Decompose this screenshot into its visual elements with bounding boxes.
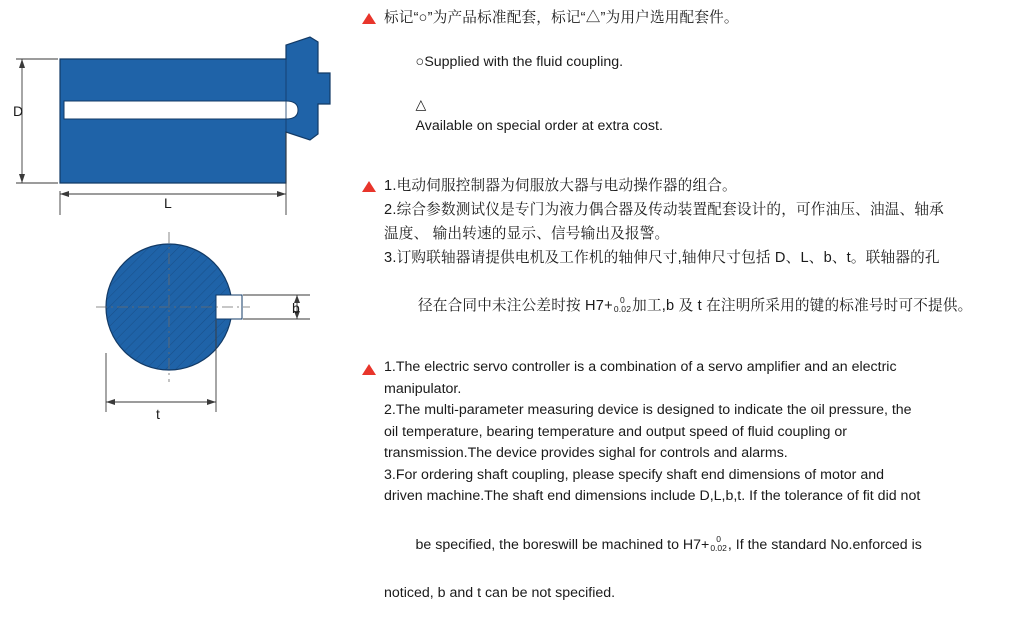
en-line-1: 1.The electric servo controller is a combination of a servo amplifier and an electric xyxy=(384,359,897,375)
triangle-symbol: △ xyxy=(415,96,427,113)
red-triangle-icon xyxy=(362,13,376,24)
cn-line-1: 1.电动伺服控制器为伺服放大器与电动操作器的组合。 xyxy=(384,178,737,194)
label-D: D xyxy=(13,103,24,119)
tolerance-stack xyxy=(614,296,631,314)
en-line-6: 3.For ordering shaft coupling, please specify shaft end dimensions of motor and xyxy=(384,466,884,483)
en-line-5: transmission.The device provides sighal for controls and alarms. xyxy=(384,445,788,461)
label-t: t xyxy=(156,406,160,422)
en-line-9: noticed, b and t can be not specified. xyxy=(384,584,616,601)
legend-supplied-text: Supplied with the fluid coupling. xyxy=(424,53,624,70)
cn-line-4: 3.订购联轴器请提供电机及工作机的轴伸尺寸,轴伸尺寸包括 D、L、b、t。联轴器的孔 xyxy=(384,250,940,266)
label-b: b xyxy=(292,300,300,316)
en-line-3: 2.The multi-parameter measuring device is designed to indicate the oil pressure, the xyxy=(384,402,912,418)
cn-line-5-tail: 加工,b 及 t 在注明所采用的键的标准号时可不提供。 xyxy=(632,298,973,314)
red-triangle-icon xyxy=(362,181,376,192)
note-english xyxy=(362,357,1014,604)
tolerance-top: 0 xyxy=(620,295,625,306)
cn-line-3: 温度、 输出转速的显示、信号输出及报警。 xyxy=(384,226,670,242)
legend-special-order-text: Available on special order at extra cost. xyxy=(415,118,663,134)
en-line-4: oil temperature, bearing temperature and output speed of fluid coupling or xyxy=(384,423,847,440)
label-L: L xyxy=(164,195,172,211)
cn-line-2: 2.综合参数测试仪是专门为液力偶合器及传动装置配套设计的，可作油压、油温、轴承 xyxy=(384,202,944,218)
dimension-D xyxy=(16,59,58,183)
legend-line-en xyxy=(384,30,1014,159)
en-line-8 xyxy=(384,508,1014,583)
circle-symbol: ○ xyxy=(415,53,425,70)
tolerance-stack-en xyxy=(710,535,727,553)
notes-panel xyxy=(362,6,1014,619)
cn-line-5-text: 径在合同中未注公差时按 H7+ xyxy=(418,298,613,314)
note-chinese xyxy=(362,174,1014,342)
dimension-b xyxy=(243,295,310,319)
shaft-side-view xyxy=(60,37,330,183)
tolerance-bottom-en: 0.02 xyxy=(710,542,727,553)
tolerance-top-en: 0 xyxy=(716,533,721,544)
en-line-2: manipulator. xyxy=(384,380,462,397)
note-legend xyxy=(362,6,1014,159)
legend-line-cn: 标记“○”为产品标准配套，标记“△”为用户选用配套件。 xyxy=(384,10,739,26)
red-triangle-icon xyxy=(362,364,376,375)
cn-line-5 xyxy=(384,270,1014,342)
en-line-8-tail: , If the standard No.enforced is xyxy=(727,536,922,553)
tolerance-bottom: 0.02 xyxy=(613,304,632,315)
en-line-8-text: be specified, the boreswill be machined to H7+ xyxy=(415,536,710,553)
en-line-7: driven machine.The shaft end dimensions include D,L,b,t. If the tolerance of fit did not xyxy=(384,488,921,504)
shaft-drawing xyxy=(0,0,355,470)
